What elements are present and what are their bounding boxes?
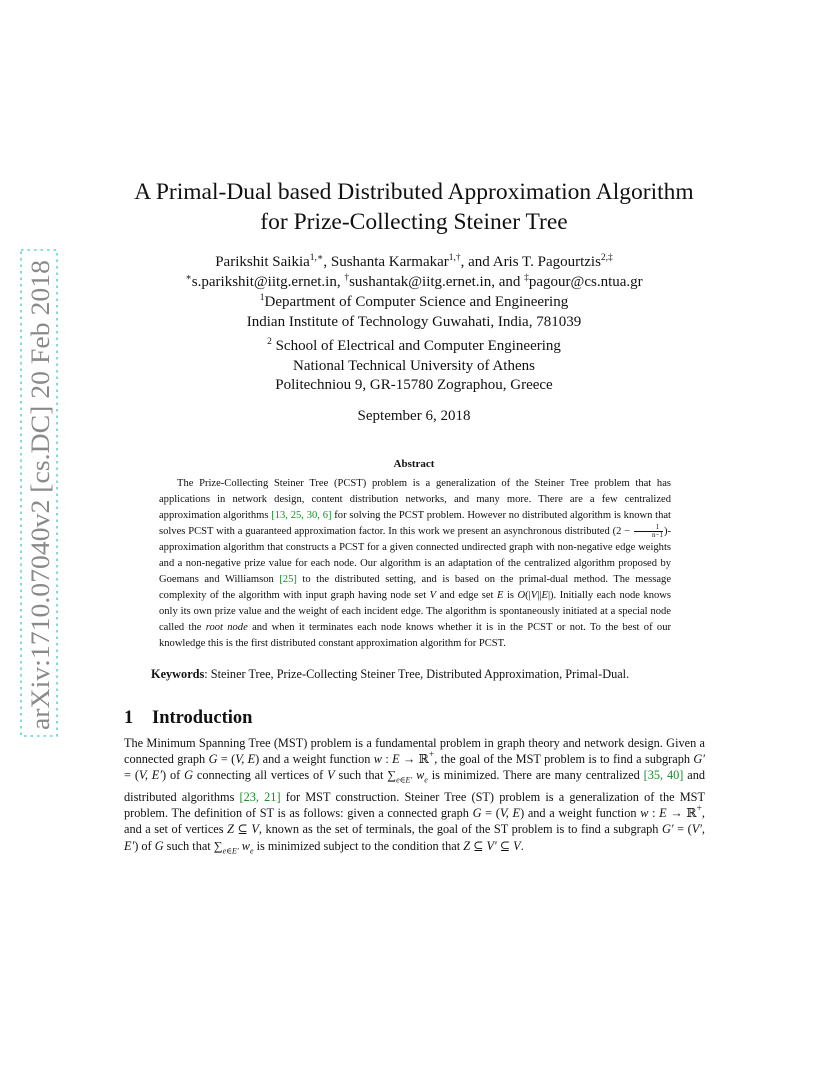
author-mark: 1,∗ <box>309 253 324 263</box>
author-email[interactable]: s.parikshit@iitg.ernet.in <box>191 274 337 290</box>
section-title: Introduction <box>152 708 253 728</box>
fraction: $\frac{1}{n-1}$ <box>634 524 663 539</box>
author-mark: 1,† <box>448 253 461 263</box>
keywords-text: : Steiner Tree, Prize-Collecting Steiner Tree, Distributed Approximation, Primal-Dual. <box>204 667 630 681</box>
author-mark: 2,‡ <box>600 253 613 263</box>
author-email[interactable]: pagour@cs.ntua.gr <box>528 274 643 290</box>
arxiv-side-stamp[interactable] <box>18 248 60 738</box>
author-name: Parikshit Saikia <box>215 254 310 270</box>
author-emails: ∗s.parikshit@iitg.ernet.in, †sushantak@iitg.ernet.in, and ‡pagour@cs.ntua.gr <box>185 273 643 290</box>
introduction-paragraph: The Minimum Spanning Tree (MST) problem is a fundamental problem in graph theory and network design. Given a connected graph G = (V, E) and a weight function w : E → ℝ+, the goal of the MST problem is to find a subgraph G′ = (V, E′) of G connecting all vertices of V such that $\sum_{e\in E'}$ $w_e$ is minimized. There are many centralized [35, 40] and distributed algorithms [23, 21] for MST construction. Steiner Tree (ST) problem is a generalization of the MST problem. The definition of ST is as follows: given a connected graph G = (V, E) and a weight function w : E → ℝ+, and a set of vertices Z ⊆ V, known as the set of terminals, the goal of the ST problem is to find a subgraph G′ = (V′, E′) of G such that $\sum_{e\in E'}$ $w_e$ is minimized subject to the condition that Z ⊆ V′ ⊆ V. <box>124 736 705 856</box>
section-heading <box>124 707 252 729</box>
arxiv-stamp-svg <box>18 248 60 738</box>
author-block <box>100 252 728 332</box>
citation-link[interactable]: [13, 25, 30, 6] <box>271 510 332 521</box>
affiliation-1-line-1 <box>100 292 728 312</box>
affiliation-text: School of Electrical and Computer Engineering <box>275 338 561 354</box>
arxiv-stamp-text: arXiv:1710.07040v2 [cs.DC] 20 Feb 2018 <box>26 289 55 730</box>
affiliation-mark: 1 <box>259 293 265 303</box>
paper-title <box>100 177 728 237</box>
keywords-label: Keywords <box>151 667 205 681</box>
email-mark: ∗ <box>185 273 192 283</box>
affiliation-2-line-3: Politechniou 9, GR-15780 Zographou, Greece <box>275 377 553 393</box>
author-email[interactable]: sushantak@iitg.ernet.in <box>349 274 492 290</box>
author-name: Sushanta Karmakar <box>330 254 449 270</box>
citation-link[interactable]: [35, 40] <box>643 768 684 783</box>
email-mark: ‡ <box>524 273 529 283</box>
author-name: Aris T. Pagourtzis <box>492 254 601 270</box>
section-number: 1 <box>124 708 134 728</box>
email-mark: † <box>344 273 350 283</box>
author-names: Parikshit Saikia$^{1,∗}$, Sushanta Karmakar$^{1,\dagger}$, and Aris T. Pagourtzis$^{2,\ddagger}$ <box>215 253 613 270</box>
affiliation-2-block <box>100 337 728 396</box>
keywords-line <box>151 665 691 683</box>
paper-date: September 6, 2018 <box>357 408 471 424</box>
abstract-heading: Abstract <box>393 458 435 470</box>
citation-link[interactable]: [25] <box>279 574 297 585</box>
title-line-2: for Prize-Collecting Steiner Tree <box>260 209 568 235</box>
affiliation-1-line-2: Indian Institute of Technology Guwahati, India, 781039 <box>246 314 582 330</box>
abstract-body: The Prize-Collecting Steiner Tree (PCST) problem is a generalization of the Steiner Tree problem that has applications in network design, content distribution networks, and many more. There are a few centralized approximation algorithms [13, 25, 30, 6] for solving the PCST problem. However no distributed algorithm is known that solves PCST with a guaranteed approximation factor. In this work we present an asynchronous distributed (2 − $\frac{1}{n-1}$ )-approximation algorithm that constructs a PCST for a given connected undirected graph with non-negative edge weights and a non-negative prize value for each node. Our algorithm is an adaptation of the centralized algorithm proposed by Goemans and Williamson [25] to the distributed setting, and is based on the primal-dual method. The message complexity of the algorithm with input graph having node set V and edge set E is O(|V||E|). Initially each node knows only its own prize value and the weight of each incident edge. The algorithm is spontaneously initiated at a special node called the root node and when it terminates each node knows whether it is in the PCST or not. To the best of our knowledge this is the first distributed constant approximation algorithm for PCST. <box>159 478 672 649</box>
affiliation-mark: 2 <box>267 337 272 347</box>
affiliation-2-line-2: National Technical University of Athens <box>293 357 535 374</box>
affiliation-2-line-1 <box>100 337 728 357</box>
affiliation-text: Department of Computer Science and Engineering <box>264 294 569 310</box>
title-line-1: A Primal-Dual based Distributed Approximation Algorithm <box>134 179 694 205</box>
citation-link[interactable]: [23, 21] <box>239 790 281 805</box>
